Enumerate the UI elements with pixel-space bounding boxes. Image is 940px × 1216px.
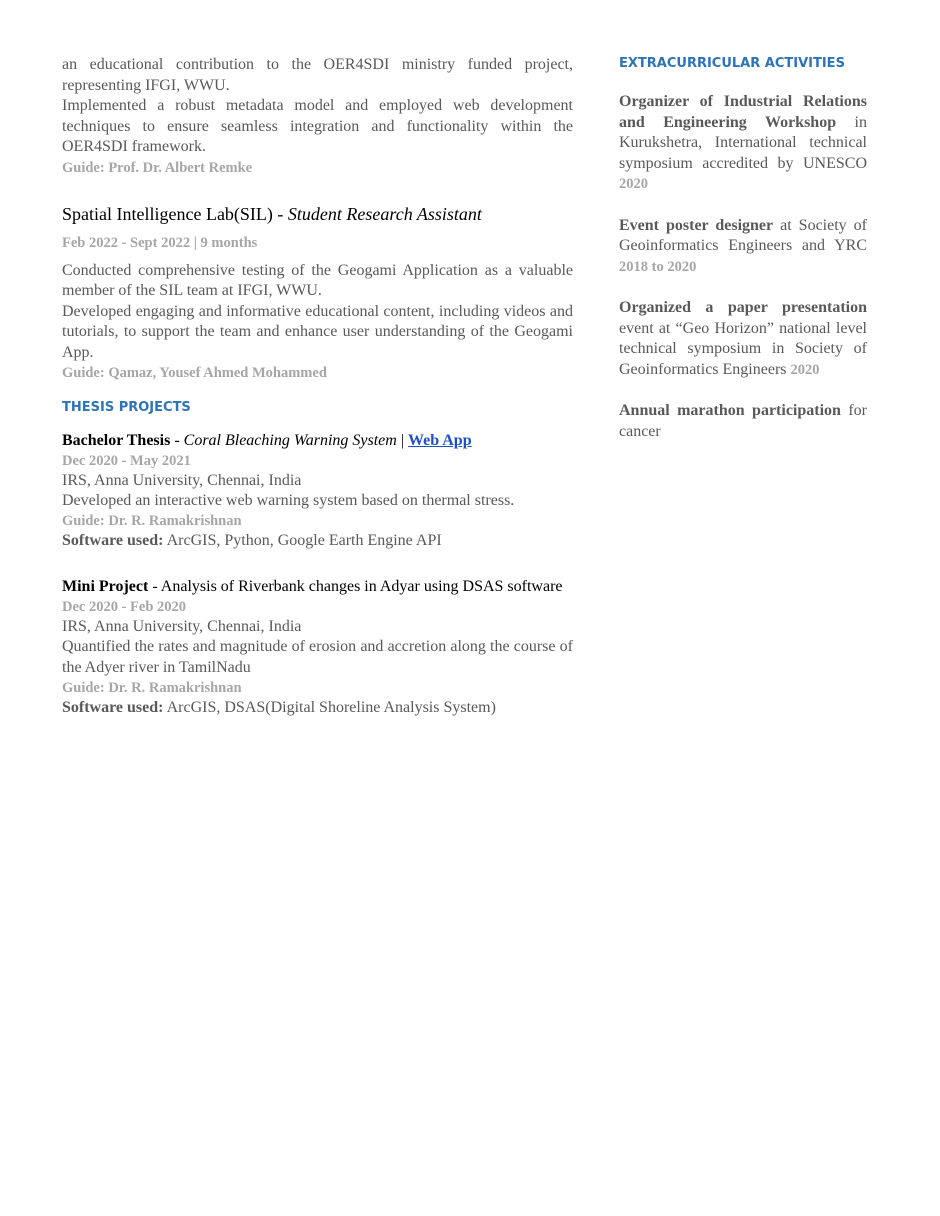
mini-place: IRS, Anna University, Chennai, India (62, 618, 302, 635)
web-app-link[interactable]: Web App (408, 432, 472, 449)
bachelor-pipe: | (396, 432, 409, 449)
sil-sep: - (272, 203, 288, 224)
activity-title: Organizer of Industrial Relations and Engineering Workshop (619, 93, 867, 131)
oer4sdi-desc-2: Implemented a robust metadata model and employed web development techniques to ensure seamless integration and functionality within the OER4SDI framework. (62, 97, 573, 155)
sidebar-column (619, 55, 867, 463)
bachelor-software-list: ArcGIS, Python, Google Earth Engine API (163, 532, 442, 549)
bachelor-guide: Guide: Dr. R. Ramakrishnan (62, 513, 242, 529)
activity-item (619, 401, 867, 442)
bachelor-thesis-entry (62, 431, 573, 551)
activity-text: event at “Geo Horizon” national level technical symposium in Society of Geoinformatics Engineers (619, 319, 867, 378)
mini-date: Dec 2020 - Feb 2020 (62, 599, 187, 615)
mini-software (62, 698, 573, 718)
bachelor-label: Bachelor Thesis (62, 432, 171, 449)
activity-title: Annual marathon participation (619, 402, 841, 419)
activity-title: Organized a paper presentation (619, 299, 867, 316)
activity-year: 2020 (619, 176, 648, 192)
main-column (62, 55, 573, 718)
mini-desc: Quantified the rates and magnitude of erosion and accretion along the course of the Adyer river in TamilNadu (62, 638, 573, 676)
bachelor-sep: - (170, 432, 184, 449)
oer4sdi-desc-1: an educational contribution to the OER4SDI ministry funded project, representing IFGI, WWU. (62, 56, 573, 94)
mini-project-entry (62, 577, 573, 718)
sil-desc-2: Developed engaging and informative educational content, including videos and tutorials, to support the team and enhance user understanding of the Geogami App. (62, 302, 573, 361)
activity-text: at Society of Geoinformatics Engineers and YRC (619, 216, 867, 254)
extracurricular-heading: EXTRACURRICULAR ACTIVITIES (619, 56, 845, 71)
bachelor-title (62, 431, 573, 451)
activity-item (619, 92, 867, 195)
thesis-projects-heading: THESIS PROJECTS (62, 400, 191, 415)
activity-item (619, 216, 867, 278)
bachelor-software (62, 531, 573, 551)
mini-software-list: ArcGIS, DSAS(Digital Shoreline Analysis System) (163, 699, 496, 716)
oer4sdi-entry (62, 55, 573, 178)
bachelor-desc: Developed an interactive web warning system based on thermal stress. (62, 492, 515, 509)
sil-entry (62, 203, 573, 384)
activity-year: 2020 (790, 361, 820, 378)
sil-date: Feb 2022 - Sept 2022 | 9 months (62, 234, 258, 251)
activity-text: in Kurukshetra, International technical symposium accredited by UNESCO (619, 113, 867, 172)
bachelor-software-label: Software used: (62, 532, 164, 549)
sil-role: Student Research Assistant (287, 203, 482, 224)
activities-list (619, 92, 867, 442)
activity-item (619, 298, 867, 380)
sil-desc-1: Conducted comprehensive testing of the Geogami Application as a valuable member of the SIL team at IFGI, WWU. (62, 261, 573, 299)
bachelor-project-name: Coral Bleaching Warning System (183, 432, 397, 449)
activity-title: Event poster designer (619, 216, 774, 234)
bachelor-place: IRS, Anna University, Chennai, India (62, 472, 302, 489)
sil-title (62, 203, 573, 225)
activity-year: 2018 to 2020 (619, 258, 697, 275)
sil-guide: Guide: Qamaz, Yousef Ahmed Mohammed (62, 365, 327, 381)
bachelor-date: Dec 2020 - May 2021 (62, 453, 191, 469)
mini-title (62, 577, 573, 597)
activity-text: for cancer (619, 402, 868, 440)
mini-software-label: Software used: (62, 699, 164, 716)
mini-label: Mini Project (62, 578, 149, 595)
mini-guide: Guide: Dr. R. Ramakrishnan (62, 680, 242, 696)
mini-project-name: - Analysis of Riverbank changes in Adyar using DSAS software (148, 578, 563, 595)
sil-org: Spatial Intelligence Lab(SIL) (62, 203, 273, 224)
oer4sdi-guide: Guide: Prof. Dr. Albert Remke (62, 159, 253, 176)
